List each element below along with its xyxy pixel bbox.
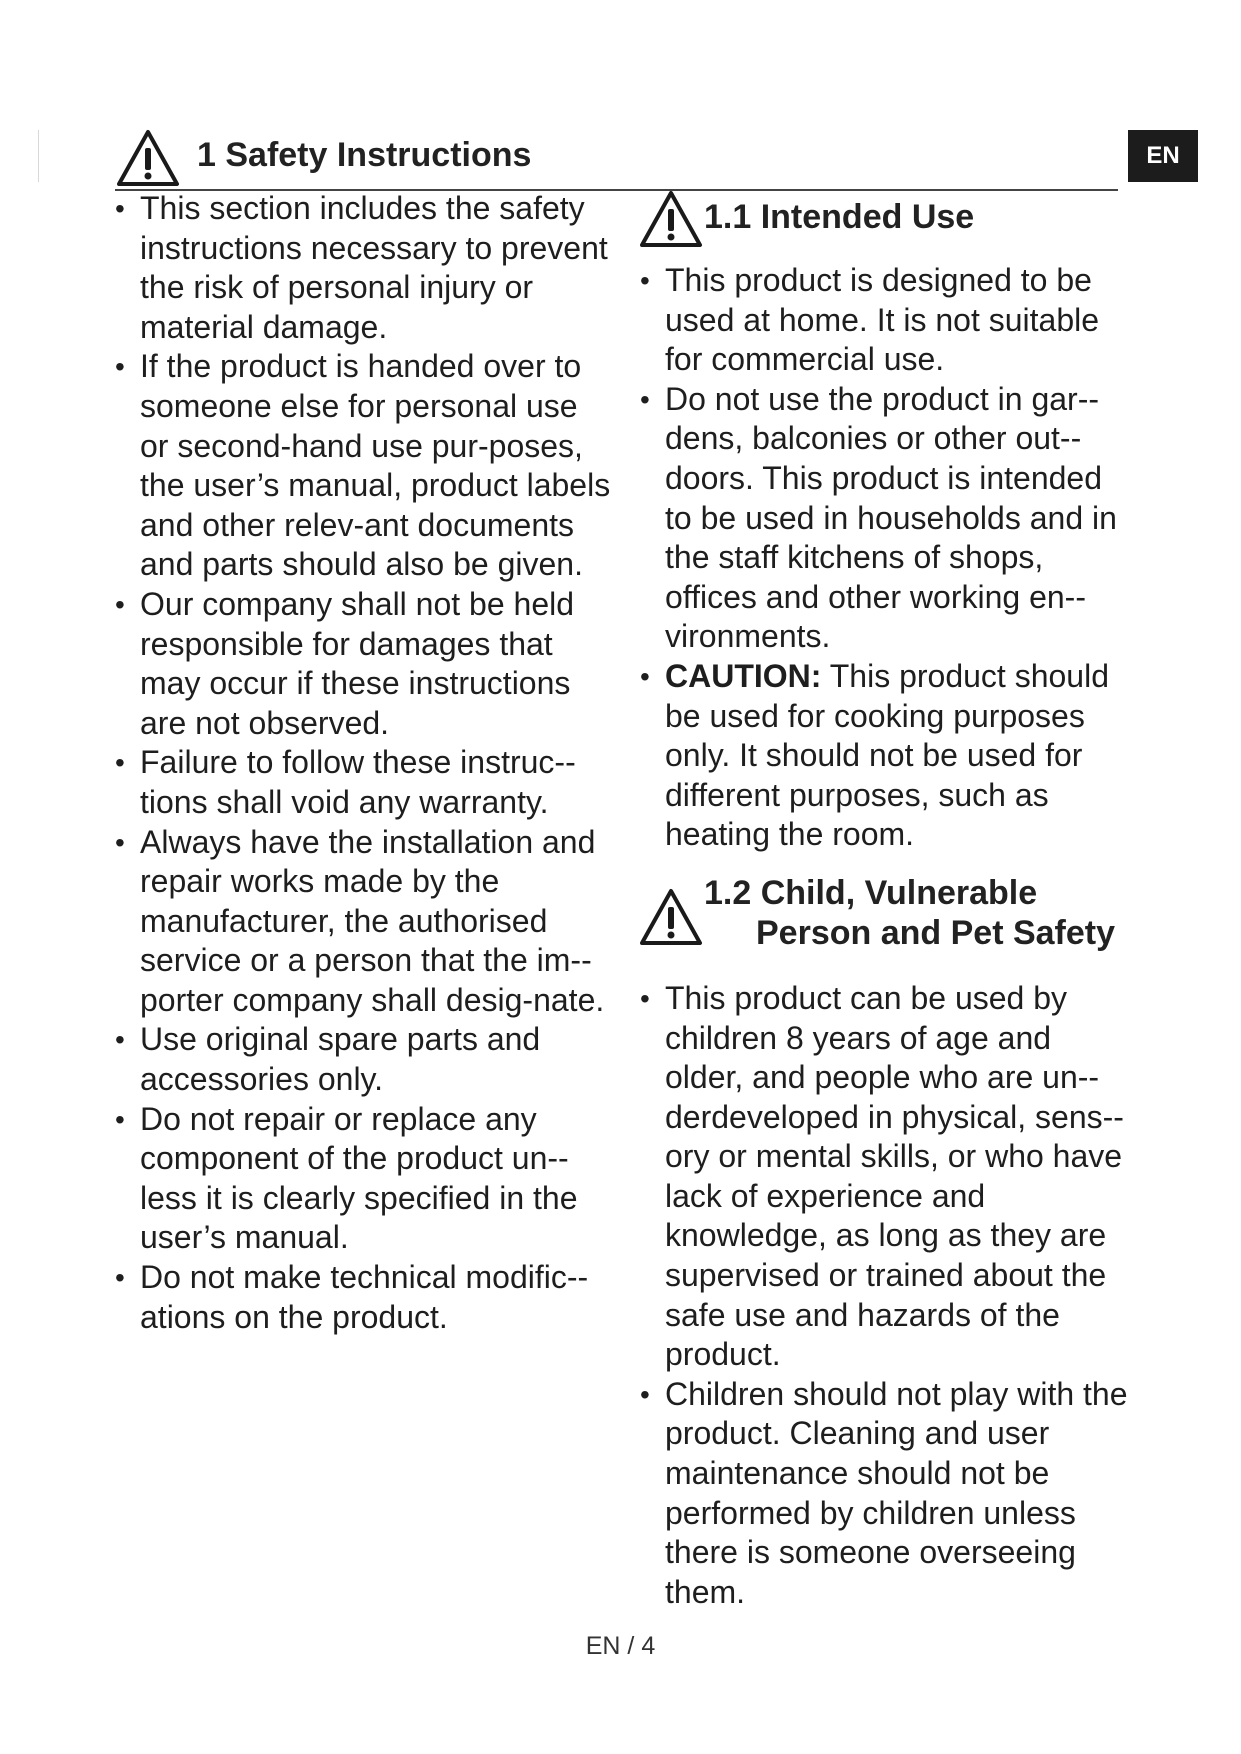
page-title: 1 Safety Instructions (197, 136, 532, 174)
intended-use-list (638, 261, 1130, 855)
section-header (115, 126, 1118, 190)
heading-line-1: 1.2 Child, Vulnerable (704, 873, 1038, 912)
child-safety-list (638, 979, 1130, 1613)
warning-triangle-icon (638, 887, 704, 947)
list-item: • Do not use the product in gar-dens, balconies or other out-doors. This product is intended to be used in households and in the staff kitchens of shops, offices and other working en-vironments. (638, 380, 1130, 657)
child-safety-heading (638, 873, 1130, 979)
list-item: • If the product is handed over to someone else for personal use or second-hand use pur-poses, the user’s manual, product labels and other relev-ant documents and parts should also be given. (113, 347, 613, 585)
warning-triangle-icon (638, 189, 704, 249)
margin-rule (38, 130, 39, 182)
page-number: EN / 4 (585, 1632, 656, 1660)
heading-line-2: Person and Pet Safety (756, 913, 1116, 952)
caution-item (638, 657, 1130, 855)
list-item: • This product is designed to be used at home. It is not suitable for commercial use. (638, 261, 1130, 380)
list-item: • Our company shall not be held responsible for damages that may occur if these instructions are not observed. (113, 585, 613, 743)
list-item: • This product can be used by children 8 years of age and older, and people who are un-derdeveloped in physical, sens-ory or mental skills, or who have lack of experience and knowledge, as long as they are supervised or trained about the safe use and hazards of the product. (638, 979, 1130, 1375)
warning-triangle-icon (115, 128, 181, 188)
caution-text: This product should be used for cooking purposes only. It should not be used for different purposes, such as heating the room. (665, 657, 1109, 853)
list-item: • Always have the installation and repair works made by the manufacturer, the authorised service or a person that the im-porter company shall desig-nate. (113, 823, 613, 1021)
left-column (113, 189, 613, 1337)
list-item: • Children should not play with the product. Cleaning and user maintenance should not be performed by children unless there is someone overseeing them. (638, 1375, 1130, 1613)
list-item: • This section includes the safety instructions necessary to prevent the risk of personal injury or material damage. (113, 189, 613, 347)
list-item: • Use original spare parts and accessories only. (113, 1020, 613, 1099)
language-tab: EN (1128, 130, 1198, 182)
list-item: • Failure to follow these instruc-tions shall void any warranty. (113, 743, 613, 822)
safety-list (113, 189, 613, 1337)
caution-label: CAUTION: (665, 657, 822, 694)
section-heading (704, 873, 1115, 953)
section-heading: 1.1 Intended Use (704, 198, 975, 236)
right-column (638, 189, 1130, 1612)
list-item: • Do not repair or replace any component of the product un-less it is clearly specified in the user’s manual. (113, 1100, 613, 1258)
list-item: • Do not make technical modific-ations on the product. (113, 1258, 613, 1337)
intended-use-heading (638, 189, 1130, 261)
